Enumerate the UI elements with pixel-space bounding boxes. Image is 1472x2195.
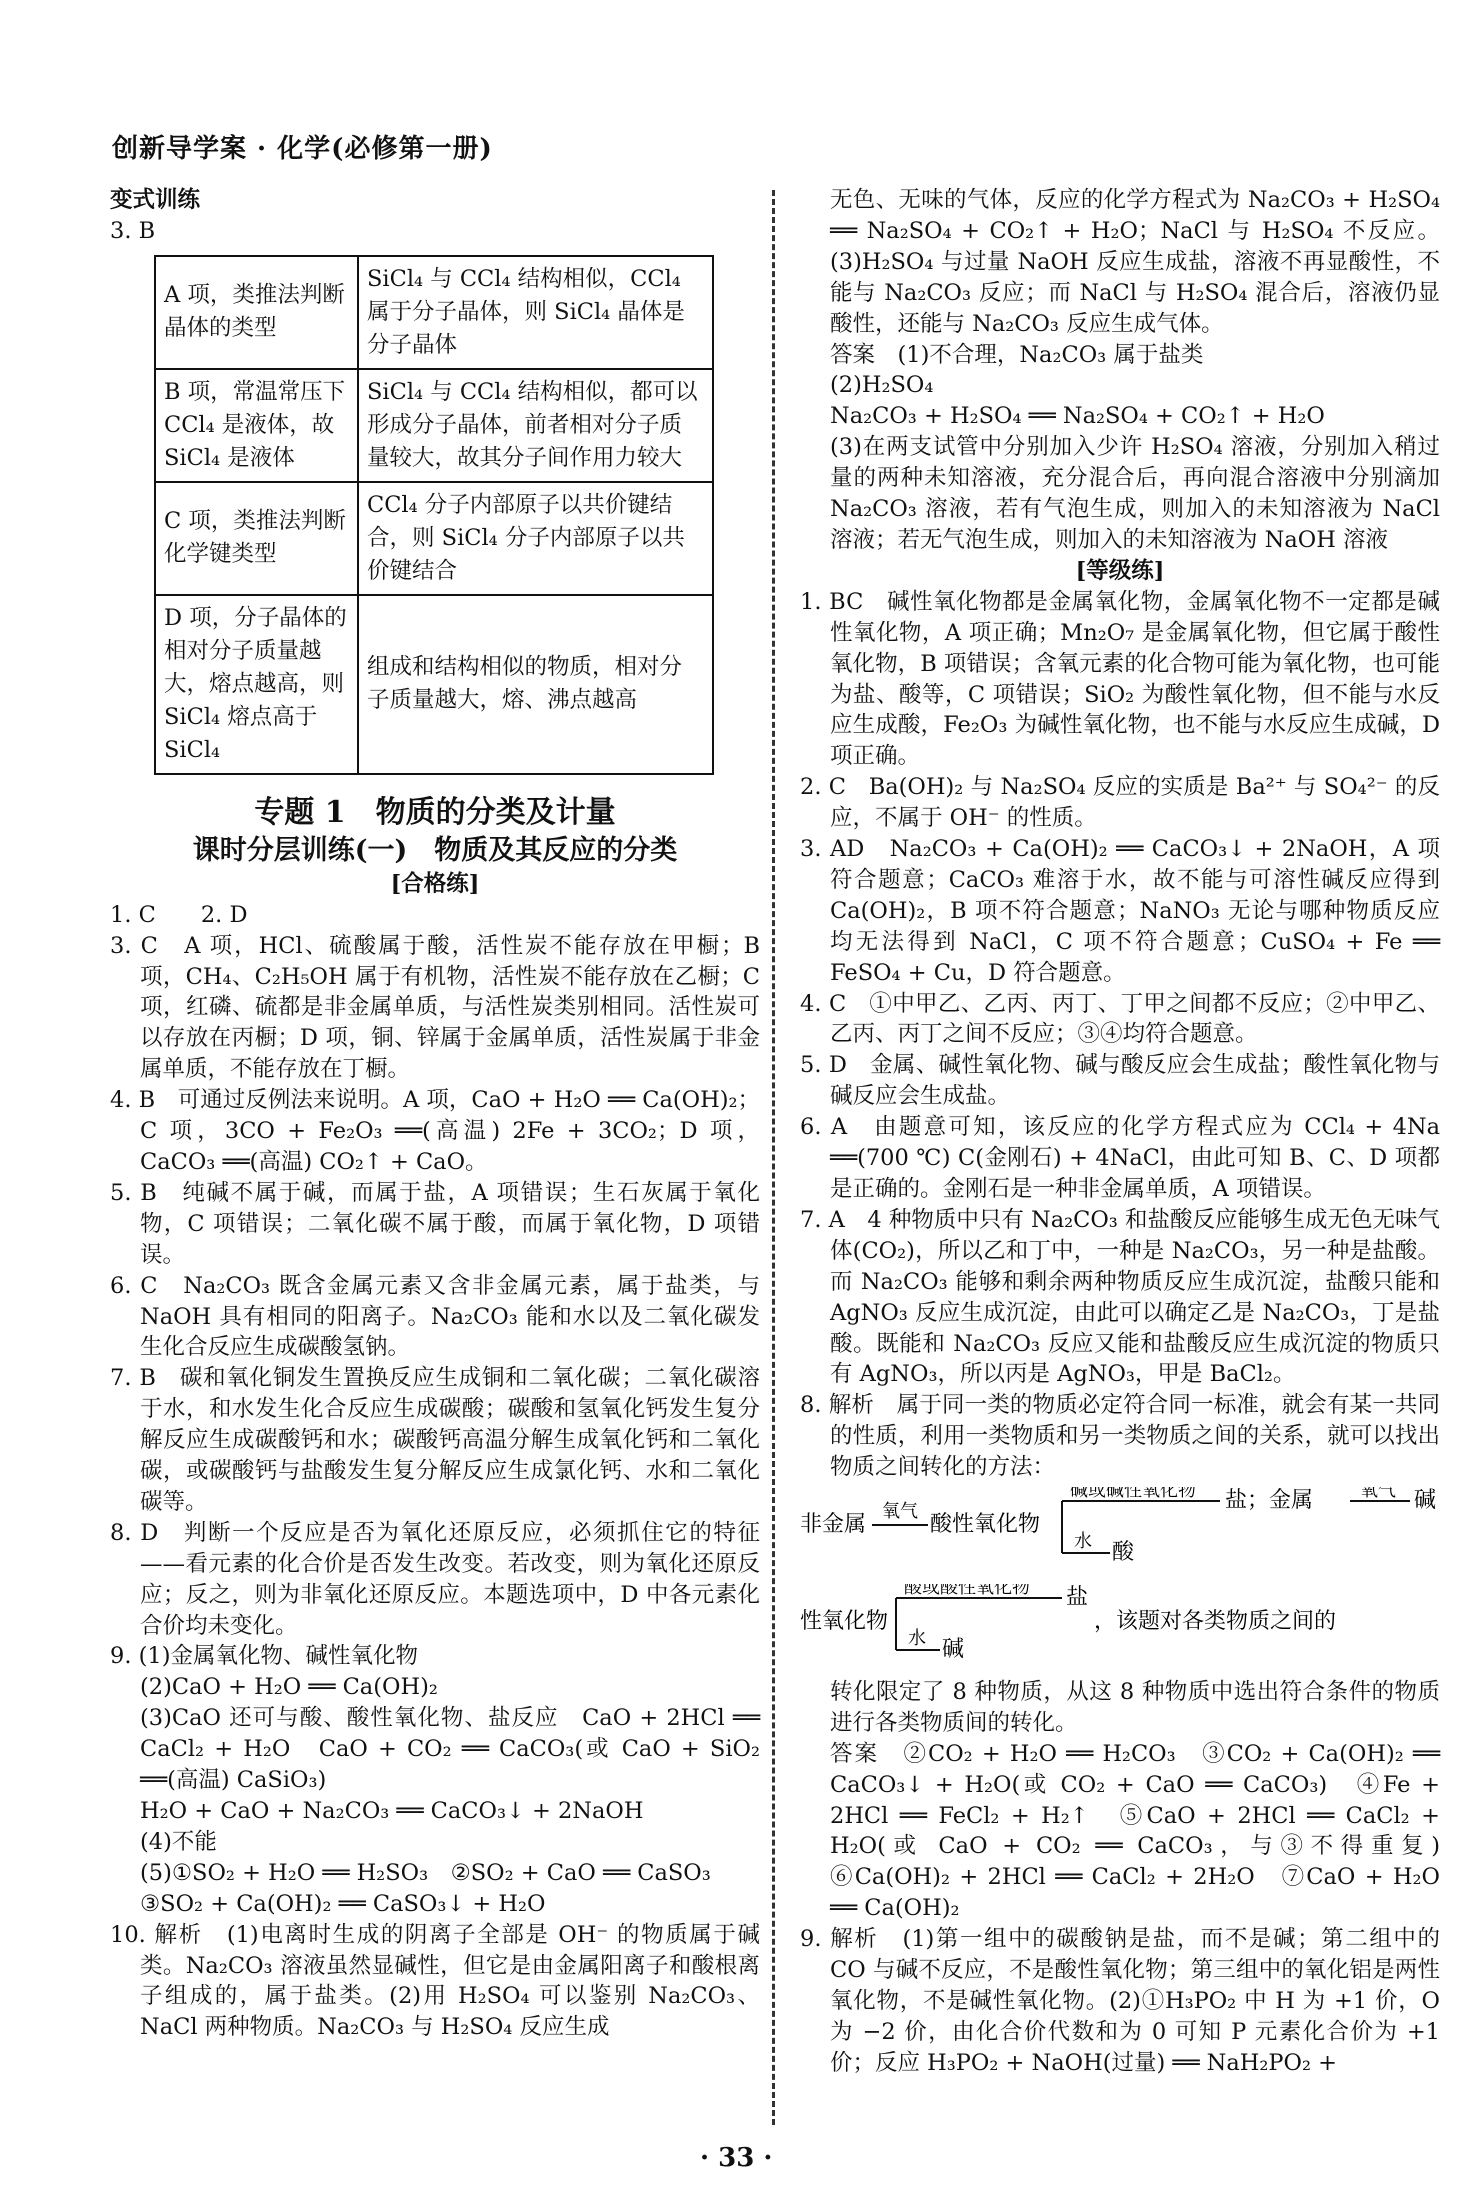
answer-9-line: (4)不能	[140, 1828, 217, 1855]
table-cell: 组成和结构相似的物质，相对分子质量越大，熔、沸点越高	[358, 595, 713, 774]
answer-8-continued: 转化限定了 8 种物质，从这 8 种物质中选出符合条件的物质进行各类物质间的转化。	[830, 1678, 1440, 1736]
answer-item: 1. BC 碱性氧化物都是金属氧化物，金属氧化物不一定都是碱性氧化物，A 项正确；Mn₂O₇ 是金属氧化物，但它属于酸性氧化物，B 项错误；含氧元素的化合物可能为氧化物，也可能为盐、酸等，C 项错误；SiO₂ 为酸性氧化物，但不能与水反应生成酸，Fe₂O₃ 为碱性氧化物，也不能与水反应生成碱，D 项正确。	[800, 588, 1440, 770]
table-cell: SiCl₄ 与 CCl₄ 结构相似，CCl₄ 属于分子晶体，则 SiCl₄ 晶体是分子晶体	[358, 256, 713, 369]
answer-10-key: Na₂CO₃ + H₂SO₄ ══ Na₂SO₄ + CO₂↑ + H₂O	[830, 403, 1325, 430]
answer-item: 6. C Na₂CO₃ 既含金属元素又含非金属元素，属于盐类，与 NaOH 具有相同的阳离子。Na₂CO₃ 能和水以及二氧化碳发生化合反应生成碳酸氢钠。	[110, 1272, 760, 1361]
conversion-diagram-1	[800, 1487, 1440, 1567]
page-header: 创新导学案 · 化学(必修第一册)	[112, 134, 493, 164]
answer-9-line: (3)CaO 还可与酸、酸性氧化物、盐反应 CaO + 2HCl ══ CaCl₂ + H₂O CaO + CO₂ ══ CaCO₃(或 CaO + SiO₂ ══(高温) CaSiO₃)	[140, 1705, 760, 1794]
answer-9-line: (5)①SO₂ + H₂O ══ H₂SO₃ ②SO₂ + CaO ══ CaSO₃	[140, 1859, 711, 1886]
flow-node: 酸性氧化物	[930, 1512, 1041, 1538]
answer-item: 7. A 4 种物质中只有 Na₂CO₃ 和盐酸反应能够生成无色无味气体(CO₂)，所以乙和丁中，一种是 Na₂CO₃，另一种是盐酸。而 Na₂CO₃ 能够和剩余两种物质反应生成沉淀，盐酸只能和 AgNO₃ 反应生成沉淀，由此可以确定乙是 Na₂CO₃，丁是盐酸。既能和 Na₂CO₃ 反应又能和盐酸反应生成沉淀的物质只有 AgNO₃，所以丙是 AgNO₃，甲是 BaCl₂。	[800, 1206, 1440, 1388]
answer-10-key: 答案 (1)不合理，Na₂CO₃ 属于盐类	[830, 341, 1204, 368]
answer-item: 3. AD Na₂CO₃ + Ca(OH)₂ ══ CaCO₃↓ + 2NaOH，A 项符合题意；CaCO₃ 难溶于水，故不能与可溶性碱反应得到 Ca(OH)₂，B 项不符合题意；NaNO₃ 无论与哪种物质反应均无法得到 NaCl，C 项不符合题意；CuSO₄ + Fe ══ FeSO₄ + Cu，D 符合题意。	[800, 836, 1440, 986]
flow-label: 水	[1074, 1531, 1092, 1553]
answer-9-line: ③SO₂ + Ca(OH)₂ ══ CaSO₃↓ + H₂O	[140, 1890, 546, 1917]
answer-9-line: H₂O + CaO + Na₂CO₃ ══ CaCO₃↓ + 2NaOH	[140, 1798, 644, 1824]
flow-node: 性氧化物	[800, 1608, 889, 1634]
comparison-table	[154, 255, 714, 775]
flow-label: 碱或碱性氧化物	[1070, 1487, 1196, 1502]
flow-label: 氧气	[1360, 1487, 1396, 1502]
answer-item: 6. A 由题意可知，该反应的化学方程式应为 CCl₄ + 4Na ══(700 ℃) C(金刚石) + 4NaCl，由此可知 B、C、D 项都是正确的。金刚石是一种非金属单质，A 项错误。	[800, 1114, 1440, 1202]
table-cell: B 项，常温常压下 CCl₄ 是液体，故 SiCl₄ 是液体	[155, 369, 358, 482]
table-row	[155, 482, 713, 595]
answer-item: 4. C ①中甲乙、乙丙、丙丁、丁甲之间都不反应；②中甲乙、乙丙、丙丁之间不反应；③④均符合题意。	[800, 990, 1440, 1048]
table-cell: C 项，类推法判断化学键类型	[155, 482, 358, 595]
level-heading: [等级练]	[1075, 557, 1165, 584]
answer-10-key: (2)H₂SO₄	[830, 372, 934, 399]
level-heading: [合格练]	[390, 870, 480, 897]
flow-text: ，该题对各类物质之间的	[1094, 1608, 1337, 1634]
topic-title: 专题 1 物质的分类及计量	[254, 794, 616, 830]
answer-item: 2. C Ba(OH)₂ 与 Na₂SO₄ 反应的实质是 Ba²⁺ 与 SO₄²⁻ 的反应，不属于 OH⁻ 的性质。	[800, 774, 1440, 832]
flow-node: 酸	[1112, 1540, 1135, 1566]
answer-10-key: (3)在两支试管中分别加入少许 H₂SO₄ 溶液，分别加入稍过量的两种未知溶液，充分混合后，再向混合溶液中分别滴加 Na₂CO₃ 溶液，若有气泡生成，则加入的未知溶液为 NaCl 溶液；若无气泡生成，则加入的未知溶液为 NaOH 溶液	[830, 434, 1440, 553]
flow-node: 非金属	[800, 1512, 867, 1538]
table-cell: D 项，分子晶体的相对分子质量越大，熔点越高，则 SiCl₄ 熔点高于 SiCl₄	[155, 595, 358, 774]
answer-item: 5. B 纯碱不属于碱，而属于盐，A 项错误；生石灰属于氧化物，C 项错误；二氧化碳不属于酸，而属于氧化物，D 项错误。	[110, 1179, 760, 1268]
answer-item: 4. B 可通过反例法来说明。A 项，CaO + H₂O ══ Ca(OH)₂；C 项，3CO + Fe₂O₃ ══(高温) 2Fe + 3CO₂；D 项，CaCO₃ ══(高温) CO₂↑ + CaO。	[110, 1087, 760, 1175]
answer-3: 3. B	[110, 217, 156, 244]
flow-label: 氧气	[882, 1501, 918, 1523]
answer-item: 1. C 2. D	[110, 901, 248, 928]
left-column	[110, 185, 760, 2043]
answer-item: 5. D 金属、碱性氧化物、碱与酸反应会生成盐；酸性氧化物与碱反应会生成盐。	[800, 1052, 1440, 1110]
table-cell: CCl₄ 分子内部原子以共价键结合，则 SiCl₄ 分子内部原子以共价键结合	[358, 482, 713, 595]
answer-8-key: 答案 ②CO₂ + H₂O ══ H₂CO₃ ③CO₂ + Ca(OH)₂ ══ CaCO₃↓ + H₂O(或 CO₂ + CaO ══ CaCO₃) ④Fe + 2HCl ══ FeCl₂ + H₂↑ ⑤CaO + 2HCl ══ CaCl₂ + H₂O(或 CaO + CO₂ ══ CaCO₃，与③不得重复) ⑥Ca(OH)₂ + 2HCl ══ CaCl₂ + 2H₂O ⑦CaO + H₂O ══ Ca(OH)₂	[830, 1740, 1463, 1922]
flow-node: 盐	[1066, 1584, 1089, 1610]
right-column	[800, 185, 1463, 2079]
flow-node: 碱	[1414, 1488, 1437, 1514]
section-title: 变式训练	[110, 187, 201, 213]
answer-item: 7. B 碳和氧化铜发生置换反应生成铜和二氧化碳；二氧化碳溶于水，和水发生化合反应生成碳酸；碳酸和氢氧化钙发生复分解反应生成碳酸钙和水；碳酸钙高温分解生成氧化钙和二氧化碳，或碳酸钙与盐酸发生复分解反应生成氯化钙、水和二氧化碳等。	[110, 1365, 760, 1515]
table-row	[155, 369, 713, 482]
table-row	[155, 256, 713, 369]
flow-node: 盐；金属	[1225, 1488, 1314, 1514]
answer-item: 3. C A 项，HCl、硫酸属于酸，活性炭不能存放在甲橱；B 项，CH₄、C₂H₅OH 属于有机物，活性炭不能存放在乙橱；C 项，红磷、硫都是非金属单质，与活性炭类别相同。活性炭可以存放在丙橱；D 项，铜、锌属于金属单质，活性炭属于非金属单质，不能存放在丁橱。	[110, 932, 760, 1083]
answer-item: 8. D 判断一个反应是否为氧化还原反应，必须抓住它的特征——看元素的化合价是否发生改变。若改变，则为氧化还原反应；反之，则为非氧化还原反应。本题选项中，D 中各元素化合价均未变化。	[110, 1519, 760, 1639]
column-divider	[772, 190, 775, 2125]
flow-label: 水	[908, 1627, 926, 1649]
table-row	[155, 595, 713, 774]
conversion-diagram-2	[800, 1584, 1440, 1664]
flow-node: 碱	[942, 1636, 965, 1662]
answer-9-head: 9. (1)金属氧化物、碱性氧化物	[110, 1643, 418, 1670]
answer-9-line: (2)CaO + H₂O ══ Ca(OH)₂	[140, 1674, 438, 1701]
answer-item: 8. 解析 属于同一类的物质必定符合同一标准，就会有某一共同的性质，利用一类物质和另一类物质之间的关系，就可以找出物质之间转化的方法：	[800, 1392, 1440, 1481]
table-cell: SiCl₄ 与 CCl₄ 结构相似，都可以形成分子晶体，前者相对分子质量较大，故其分子间作用力较大	[358, 369, 713, 482]
answer-10-continued: 无色、无味的气体，反应的化学方程式为 Na₂CO₃ + H₂SO₄ ══ Na₂SO₄ + CO₂↑ + H₂O；NaCl 与 H₂SO₄ 不反应。(3)H₂SO₄ 与过量 NaOH 反应生成盐，溶液不再显酸性，不能与 Na₂CO₃ 反应；而 NaCl 与 H₂SO₄ 混合后，溶液仍显酸性，还能与 Na₂CO₃ 反应生成气体。	[830, 187, 1440, 337]
page-number: · 33 ·	[700, 2143, 773, 2173]
answer-10: 10. 解析 (1)电离时生成的阴离子全部是 OH⁻ 的物质属于碱类。Na₂CO₃ 溶液虽然显碱性，但它是由金属阳离子和酸根离子组成的，属于盐类。(2)用 H₂SO₄ 可以鉴别 Na₂CO₃、NaCl 两种物质。Na₂CO₃ 与 H₂SO₄ 反应生成	[110, 1921, 760, 2041]
flow-label: 酸或酸性氧化物	[904, 1583, 1030, 1598]
answer-9: 9. 解析 (1)第一组中的碳酸钠是盐，而不是碱；第二组中的 CO 与碱不反应，不是酸性氧化物；第三组中的氧化铝是两性氧化物，不是碱性氧化物。(2)①H₃PO₂ 中 H 为 +1 价，O 为 −2 价，由化合价代数和为 0 可知 P 元素化合价为 +1 价；反应 H₃PO₂ + NaOH(过量) ══ NaH₂PO₂ +	[800, 1926, 1440, 2076]
lesson-title: 课时分层训练(一) 物质及其反应的分类	[192, 834, 678, 866]
table-cell: A 项，类推法判断晶体的类型	[155, 256, 358, 369]
